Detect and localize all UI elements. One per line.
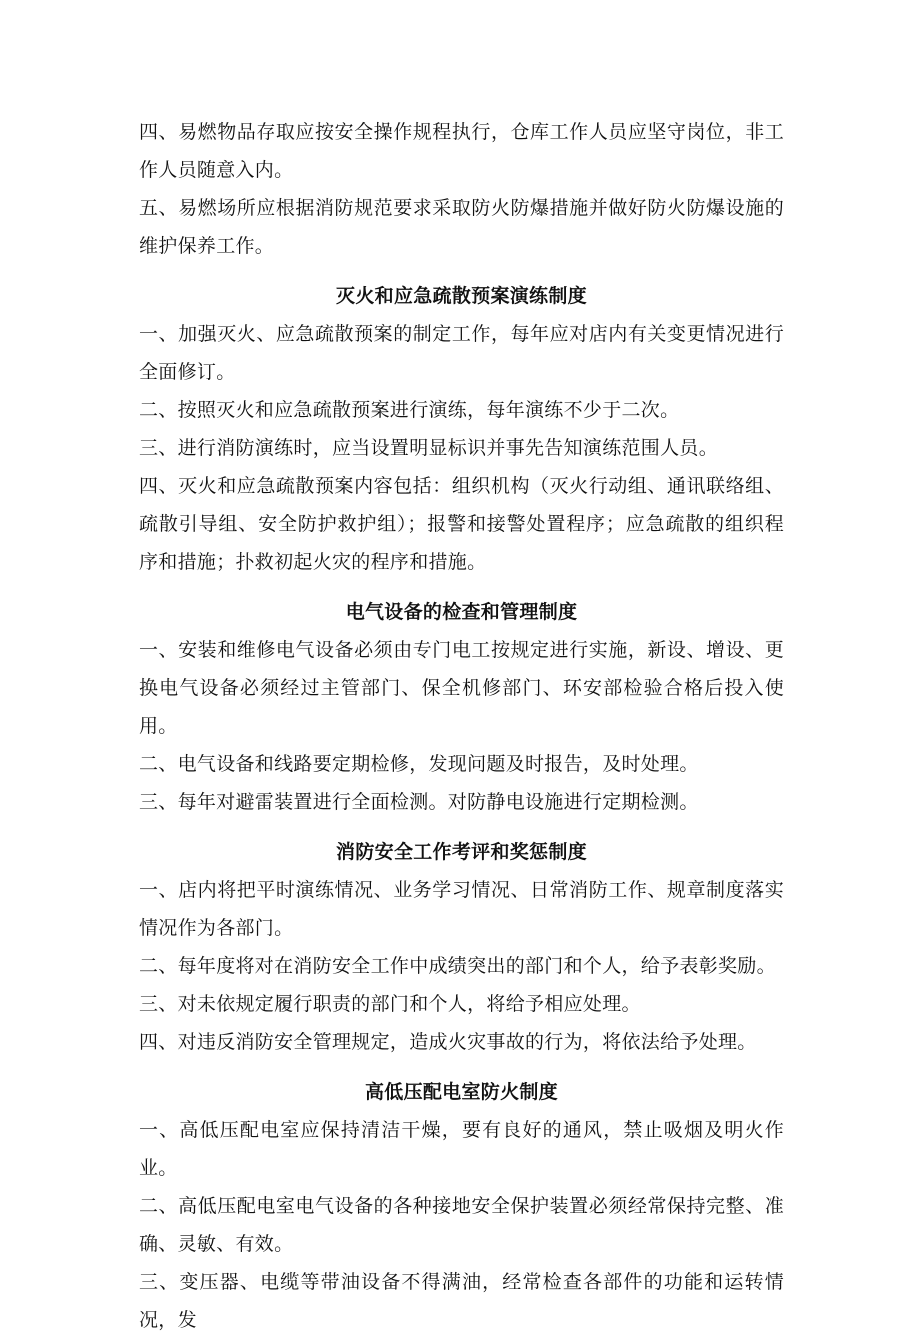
section-drill: [139, 277, 784, 581]
section-item: 三、每年对避雷装置进行全面检测。对防静电设施进行定期检测。: [139, 791, 699, 813]
section-title: 消防安全工作考评和奖惩制度: [336, 841, 587, 863]
document-page: [139, 113, 784, 1339]
section-item: 四、灭火和应急疏散预案内容包括：组织机构（灭火行动组、通讯联络组、疏散引导组、安全防护救护组）；报警和接警处置程序；应急疏散的组织程序和措施；扑救初起火灾的程序和措施。: [139, 475, 784, 573]
section-item: 一、安装和维修电气设备必须由专门电工按规定进行实施，新设、增设、更换电气设备必须经过主管部门、保全机修部门、环安部检验合格后投入使用。: [139, 639, 784, 737]
section-title: 高低压配电室防火制度: [364, 1081, 558, 1103]
section-item: 四、对违反消防安全管理规定，造成火灾事故的行为，将依法给予处理。: [139, 1031, 757, 1053]
section-item: 二、按照灭火和应急疏散预案进行演练，每年演练不少于二次。: [139, 399, 680, 421]
section-item: 三、进行消防演练时，应当设置明显标识并事先告知演练范围人员。: [139, 437, 719, 459]
section-electrical: [139, 593, 784, 821]
section-item: 二、每年度将对在消防安全工作中成绩突出的部门和个人，给予表彰奖励。: [139, 955, 776, 977]
section-item: 二、高低压配电室电气设备的各种接地安全保护装置必须经常保持完整、准确、灵敏、有效。: [139, 1195, 784, 1255]
section-item: 一、高低压配电室应保持清洁干燥，要有良好的通风，禁止吸烟及明火作业。: [139, 1119, 784, 1179]
section-evaluation: [139, 833, 784, 1061]
section-item: 一、加强灭火、应急疏散预案的制定工作，每年应对店内有关变更情况进行全面修订。: [139, 323, 784, 383]
section-title: 电气设备的检查和管理制度: [345, 601, 578, 623]
section-title: 灭火和应急疏散预案演练制度: [336, 285, 587, 307]
section-item: 三、对未依规定履行职责的部门和个人，将给予相应处理。: [139, 993, 641, 1015]
intro-paragraph-5: 五、易燃场所应根据消防规范要求采取防火防爆措施并做好防火防爆设施的维护保养工作。: [139, 197, 784, 257]
section-item: 二、电气设备和线路要定期检修，发现问题及时报告，及时处理。: [139, 753, 699, 775]
section-item: 一、店内将把平时演练情况、业务学习情况、日常消防工作、规章制度落实情况作为各部门。: [139, 879, 784, 939]
section-item: 三、变压器、电缆等带油设备不得满油，经常检查各部件的功能和运转情况，发: [139, 1271, 784, 1331]
intro-paragraph-4: 四、易燃物品存取应按安全操作规程执行，仓库工作人员应坚守岗位，非工作人员随意入内。: [139, 121, 784, 181]
section-power-room: [139, 1073, 784, 1339]
